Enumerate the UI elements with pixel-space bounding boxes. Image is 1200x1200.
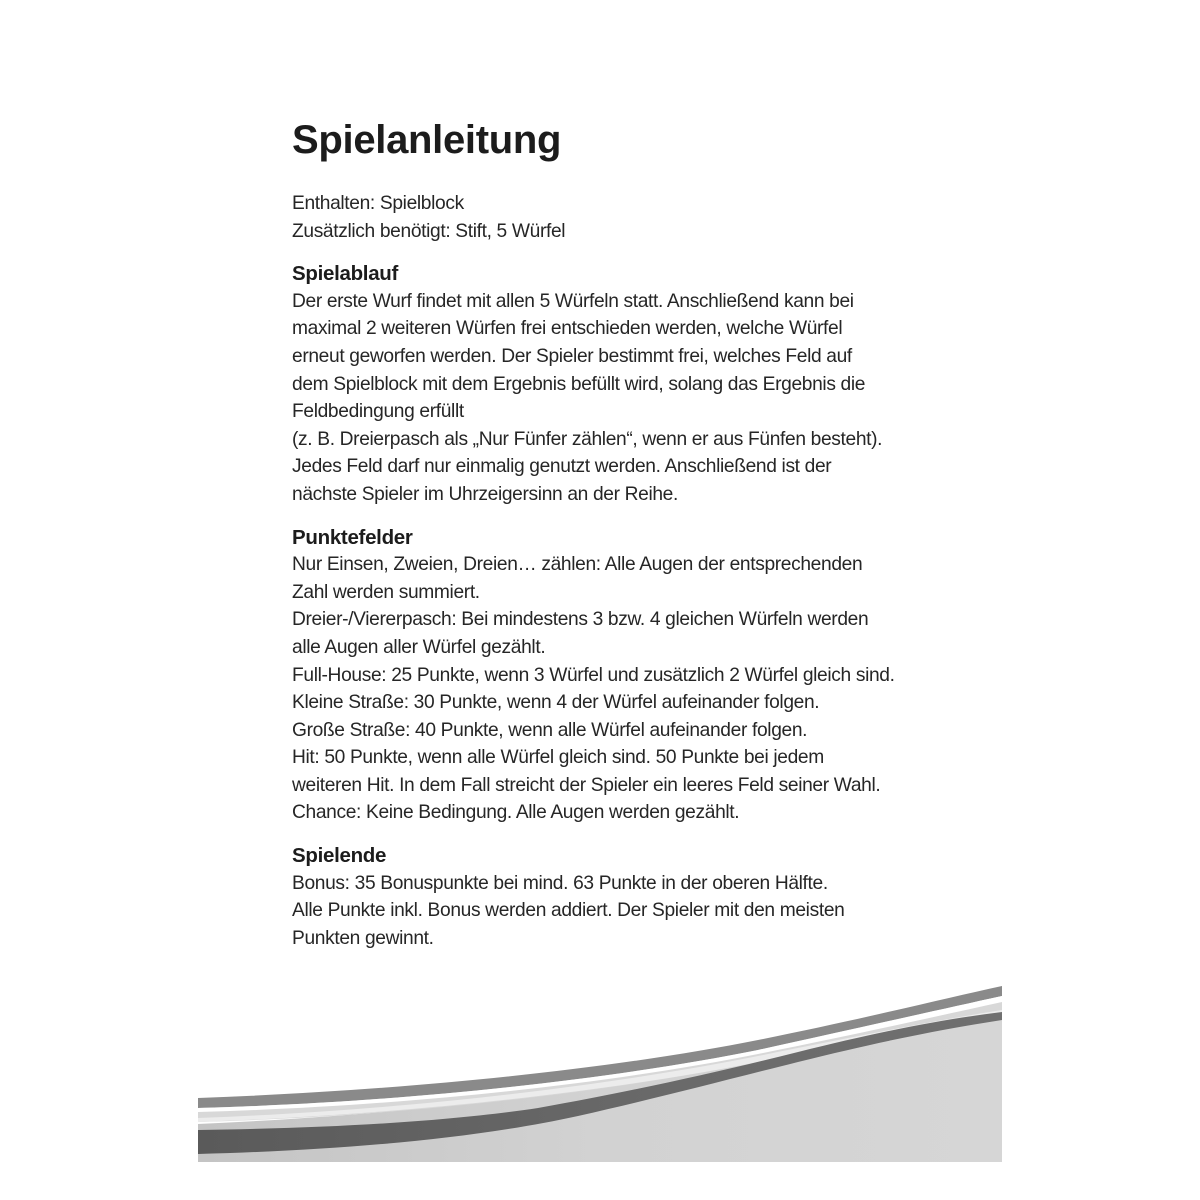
document-content (292, 112, 982, 967)
text-line: (z. B. Dreierpasch als „Nur Fünfer zählen“, wenn er aus Fünfen besteht). (292, 428, 883, 450)
section-heading: Punktefelder (292, 525, 413, 549)
section-spielende (292, 842, 982, 952)
contents-line: Enthalten: Spielblock (292, 193, 464, 214)
text-line: Punkten gewinnt. (292, 927, 434, 949)
text-line: weiteren Hit. In dem Fall streicht der Spieler ein leeres Feld seiner Wahl. (292, 774, 881, 796)
text-line: Alle Punkte inkl. Bonus werden addiert. Der Spieler mit den meisten (292, 900, 845, 922)
text-line: maximal 2 weiteren Würfen frei entschieden werden, welche Würfel (292, 318, 843, 340)
text-line: nächste Spieler im Uhrzeigersinn an der Reihe. (292, 483, 678, 505)
text-line: alle Augen aller Würfel gezählt. (292, 636, 546, 658)
section-heading: Spielende (292, 844, 387, 868)
text-line: Nur Einsen, Zweien, Dreien… zählen: Alle Augen der entsprechenden (292, 554, 863, 576)
section-punktefelder (292, 524, 982, 828)
text-line: Dreier-/Viererpasch: Bei mindestens 3 bzw. 4 gleichen Würfeln werden (292, 609, 869, 631)
text-line: Der erste Wurf findet mit allen 5 Würfeln statt. Anschließend kann bei (292, 290, 854, 312)
text-line: Chance: Keine Bedingung. Alle Augen werden gezählt. (292, 802, 740, 824)
text-line: Bonus: 35 Bonuspunkte bei mind. 63 Punkte in der oberen Hälfte. (292, 872, 828, 894)
intro-block (292, 190, 982, 245)
section-spielablauf (292, 260, 982, 508)
text-line: Zahl werden summiert. (292, 581, 480, 603)
text-line: Hit: 50 Punkte, wenn alle Würfel gleich sind. 50 Punkte bei jedem (292, 747, 824, 769)
section-heading: Spielablauf (292, 262, 399, 286)
text-line: Feldbedingung erfüllt (292, 401, 464, 423)
text-line: Kleine Straße: 30 Punkte, wenn 4 der Würfel aufeinander folgen. (292, 692, 820, 714)
decorative-wave-footer (198, 980, 1002, 1162)
text-line: Große Straße: 40 Punkte, wenn alle Würfel aufeinander folgen. (292, 719, 808, 741)
requirements-line: Zusätzlich benötigt: Stift, 5 Würfel (292, 220, 566, 242)
text-line: Jedes Feld darf nur einmalig genutzt werden. Anschließend ist der (292, 456, 832, 478)
page-title: Spielanleitung (292, 118, 562, 162)
text-line: Full-House: 25 Punkte, wenn 3 Würfel und zusätzlich 2 Würfel gleich sind. (292, 664, 895, 686)
text-line: erneut geworfen werden. Der Spieler bestimmt frei, welches Feld auf (292, 345, 852, 367)
text-line: dem Spielblock mit dem Ergebnis befüllt wird, solang das Ergebnis die (292, 373, 866, 395)
